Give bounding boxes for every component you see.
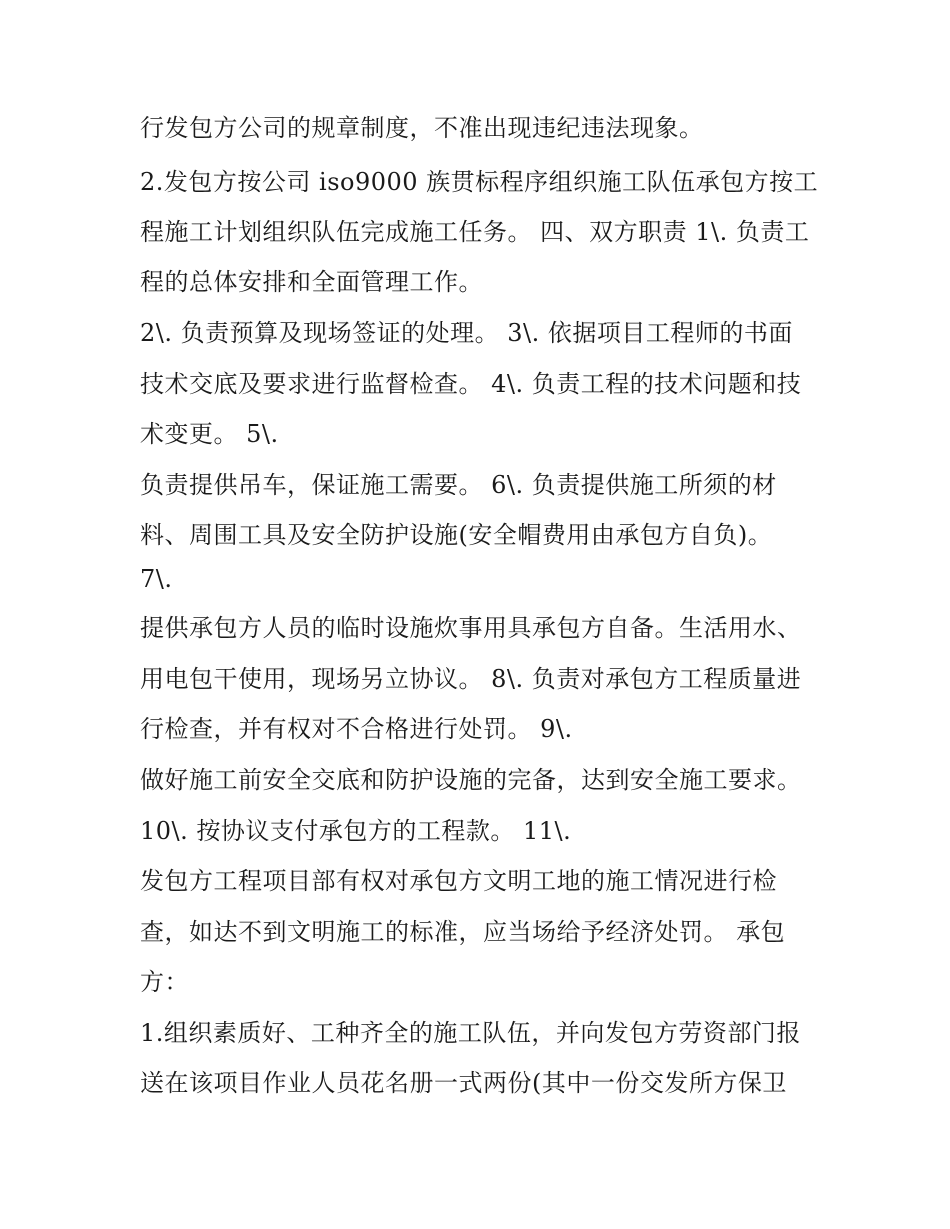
text-line: 2.发包方按公司 iso9000 族贯标程序组织施工队伍承包方按工 (140, 168, 819, 196)
text-line: 送在该项目作业人员花名册一式两份(其中一份交发所方保卫 (140, 1069, 787, 1097)
text-line: 查，如达不到文明施工的标准，应当场给予经济处罚。 承包 (140, 918, 786, 946)
text-line: 方： (140, 968, 189, 996)
text-line: 技术交底及要求进行监督检查。 4\. 负责工程的技术问题和技 (140, 370, 802, 398)
text-line: 提供承包方人员的临时设施炊事用具承包方自备。生活用水、 (140, 614, 802, 642)
text-line: 程的总体安排和全面管理工作。 (140, 268, 483, 296)
text-line: 行发包方公司的规章制度，不准出现违纪违法现象。 (140, 114, 704, 142)
text-line: 行检查，并有权对不合格进行处罚。 9\. (140, 715, 573, 743)
text-line: 料、周围工具及安全防护设施(安全帽费用由承包方自负)。 (140, 521, 773, 549)
text-line: 程施工计划组织队伍完成施工任务。 四、双方职责 1\. 负责工 (140, 218, 810, 246)
text-line: 2\. 负责预算及现场签证的处理。 3\. 依据项目工程师的书面 (140, 319, 793, 347)
text-line: 术变更。 5\. (140, 420, 279, 448)
text-line: 10\. 按协议支付承包方的工程款。 11\. (140, 817, 572, 845)
text-line: 发包方工程项目部有权对承包方文明工地的施工情况进行检 (140, 867, 777, 895)
text-line: 做好施工前安全交底和防护设施的完备，达到安全施工要求。 (140, 766, 802, 794)
text-line: 1.组织素质好、工种齐全的施工队伍，并向发包方劳资部门报 (140, 1019, 801, 1047)
text-line: 负责提供吊车，保证施工需要。 6\. 负责提供施工所须的材 (140, 471, 777, 499)
text-line: 7\. (140, 565, 173, 593)
text-line: 用电包干使用，现场另立协议。 8\. 负责对承包方工程质量进 (140, 665, 802, 693)
